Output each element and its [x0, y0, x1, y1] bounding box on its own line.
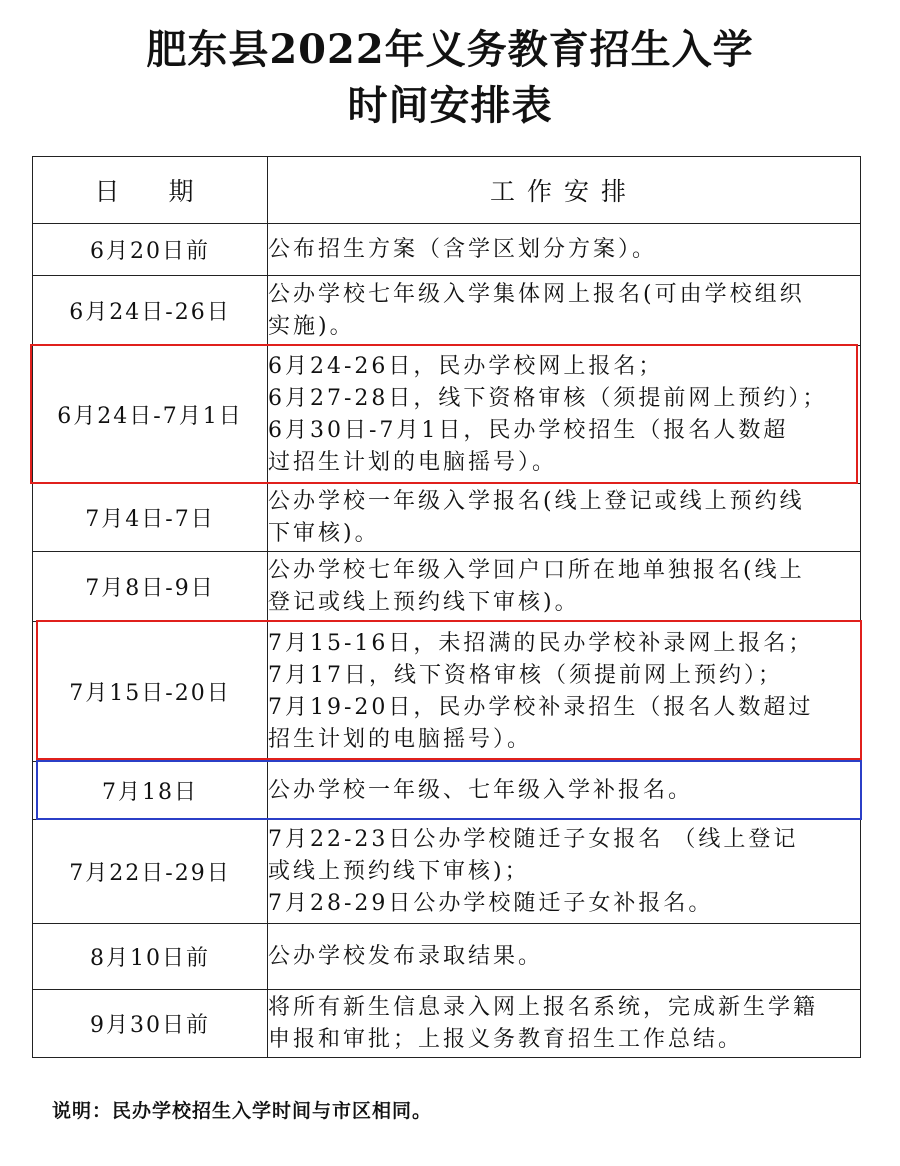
row-work [268, 990, 861, 1058]
row-work [268, 622, 861, 762]
row-date: 6月24日-7月1日 [33, 346, 268, 484]
work-line: 7月17日，线下资格审核（须提前网上预约）； [268, 662, 783, 688]
table-row [33, 924, 861, 990]
row-work [268, 484, 861, 552]
table-row [33, 762, 861, 820]
row-work [268, 762, 861, 820]
row-work [268, 224, 861, 276]
row-work [268, 820, 861, 924]
work-line: 申报和审批；上报义务教育招生工作总结。 [268, 1026, 744, 1052]
table-row [33, 224, 861, 276]
work-line: 或线上预约线下审核)； [268, 858, 530, 884]
table-row [33, 820, 861, 924]
row-work [268, 276, 861, 346]
footnote: 说明：民办学校招生入学时间与市区相同。 [52, 1100, 433, 1122]
work-line: 下审核)。 [268, 520, 380, 546]
row-work [268, 552, 861, 622]
work-line: 过招生计划的电脑摇号）。 [268, 449, 558, 475]
work-line: 将所有新生信息录入网上报名系统，完成新生学籍 [268, 994, 819, 1020]
row-date: 6月20日前 [33, 224, 268, 276]
row-date: 7月8日-9日 [33, 552, 268, 622]
work-line: 7月19-20日，民办学校补录招生（报名人数超过 [268, 694, 814, 720]
page-title-line1: 肥东县2022年义务教育招生入学 [146, 26, 754, 73]
table-header-row [33, 157, 861, 224]
work-line: 6月30日-7月1日，民办学校招生（报名人数超 [268, 417, 789, 443]
work-line: 公办学校一年级入学报名(线上登记或线上预约线 [268, 488, 805, 514]
row-date: 8月10日前 [33, 924, 268, 990]
table-row [33, 276, 861, 346]
row-work [268, 346, 861, 484]
work-line: 登记或线上预约线下审核)。 [268, 589, 580, 615]
row-date: 7月4日-7日 [33, 484, 268, 552]
row-date: 7月22日-29日 [33, 820, 268, 924]
table-row [33, 346, 861, 484]
table-row [33, 990, 861, 1058]
header-work: 工作安排 [268, 157, 861, 224]
work-line: 公布招生方案（含学区划分方案）。 [268, 236, 658, 262]
table-row [33, 484, 861, 552]
work-line: 公办学校七年级入学回户口所在地单独报名(线上 [268, 557, 805, 583]
table-row [33, 552, 861, 622]
work-line: 6月27-28日，线下资格审核（须提前网上预约）； [268, 385, 828, 411]
row-work [268, 924, 861, 990]
work-line: 公办学校七年级入学集体网上报名(可由学校组织 [268, 281, 805, 307]
row-date: 6月24日-26日 [33, 276, 268, 346]
work-line: 6月24-26日，民办学校网上报名； [268, 353, 664, 379]
work-line: 7月28-29日公办学校随迁子女补报名。 [268, 890, 714, 916]
work-line: 公办学校一年级、七年级入学补报名。 [268, 777, 694, 803]
page-title-line2: 时间安排表 [347, 82, 553, 129]
table-row [33, 622, 861, 762]
work-line: 7月22-23日公办学校随迁子女报名 （线上登记 [268, 826, 799, 852]
work-line: 实施)。 [268, 313, 355, 339]
work-line: 招生计划的电脑摇号）。 [268, 726, 533, 752]
schedule-table [32, 156, 861, 1058]
work-line: 公办学校发布录取结果。 [268, 943, 544, 969]
row-date: 7月18日 [33, 762, 268, 820]
row-date: 9月30日前 [33, 990, 268, 1058]
work-line: 7月15-16日，未招满的民办学校补录网上报名； [268, 630, 814, 656]
row-date: 7月15日-20日 [33, 622, 268, 762]
header-date: 日 期 [33, 157, 268, 224]
